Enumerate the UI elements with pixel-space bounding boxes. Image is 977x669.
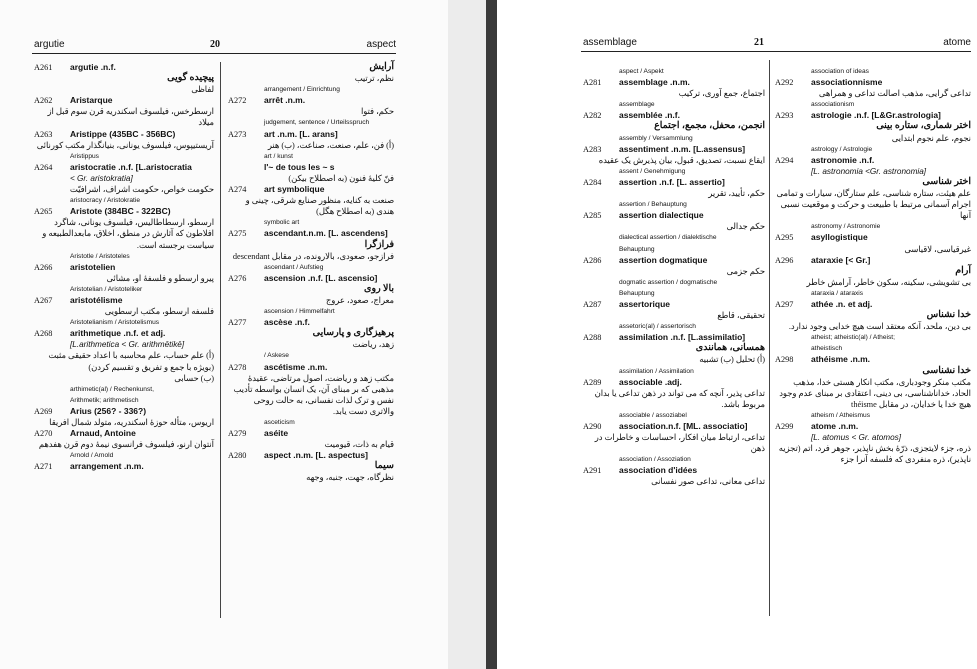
dictionary-entry [228, 273, 394, 284]
entry-code: A273 [228, 129, 247, 139]
english-german-gloss: Aristippus [70, 152, 99, 160]
right-page [497, 0, 977, 669]
dictionary-entry [583, 144, 765, 155]
dictionary-entry [583, 77, 765, 88]
headword: athée .n. et adj. [811, 298, 873, 309]
running-head-left: argutie [34, 39, 65, 50]
entry-code: A267 [34, 295, 53, 305]
headword: assertion dialectique [619, 210, 704, 221]
english-german-gloss: astrology / Astrologie [811, 145, 873, 153]
persian-equivalent: خدا نشناسی [922, 365, 971, 376]
dictionary-entry [775, 77, 971, 88]
entry-code: A266 [34, 262, 53, 272]
persian-equivalent: اختر شناسی [922, 176, 971, 187]
persian-definition: حکم جدالی [726, 222, 765, 232]
persian-definition: (ب) حسابی [174, 373, 214, 383]
persian-definition: (أ) علم حساب، علم محاسبه با اعداد حقیقی مثبت (بویژه با جمع و تفریق و تقسیم کردن) [48, 351, 214, 372]
dictionary-entry [775, 299, 971, 310]
persian-definition: غیرقیاسی، لاقیاسی [904, 244, 971, 254]
dictionary-entry [228, 95, 394, 106]
book-spine [486, 0, 497, 669]
left-page [0, 0, 448, 669]
entry-code: A293 [775, 111, 794, 121]
english-german-gloss: assemblage [619, 101, 655, 109]
page-number: 20 [210, 39, 220, 50]
entry-code: A296 [775, 255, 794, 265]
persian-definition: فنّ کلیهٔ فنون (به اصطلاح بیکن) [288, 173, 394, 183]
left-page-column-1 [34, 62, 214, 472]
english-german-gloss: / Askese [264, 352, 289, 360]
entry-code: A282 [583, 111, 602, 121]
persian-definition: نظم، ترتیب [354, 74, 394, 84]
persian-definition: پیرو ارسطو و فلسفهٔ او، مشائی [106, 273, 214, 283]
persian-definition: (أ) تحلیل (ب) تشبیه [699, 355, 765, 365]
headword: ascèse .n.f. [264, 317, 310, 328]
dictionary-entry [583, 332, 765, 343]
entry-code: A297 [775, 299, 794, 309]
persian-definition: حکم، فتوا [360, 107, 394, 117]
entry-code: A286 [583, 255, 602, 265]
entry-code: A288 [583, 333, 602, 343]
english-german-gloss: symbolic art [264, 219, 300, 227]
headword: assertorique [619, 298, 671, 309]
persian-definition: بی دین، ملحد، آنکه معتقد است هیچ خدایی وجود ندارد. [788, 322, 971, 332]
english-german-gloss: Behauptung [619, 245, 655, 253]
headword: Aristippe (435BC - 356BC) [70, 128, 176, 139]
dictionary-entry [34, 295, 214, 306]
persian-definition: علم هیئت، ستاره شناسی، علم ستارگان، سیارات و تمامی اجرام آسمانی مرتبط با طبیعت و حرکت و موقعیت نسبی آنها [776, 189, 971, 221]
entry-code: A285 [583, 211, 602, 221]
entry-code: A287 [583, 299, 602, 309]
dictionary-entry [228, 129, 394, 140]
entry-code: A264 [34, 162, 53, 172]
persian-definition: آریستیپوس، فیلسوف یونانی، بنیانگذار مکتب کورنائی [36, 140, 214, 150]
headword: ascétisme .n.m. [264, 361, 328, 372]
persian-definition: بی تشویشی، سکینه، سکون خاطر، آرامش خاطر [806, 277, 971, 287]
headword: associable .adj. [619, 376, 682, 387]
entry-code: A289 [583, 377, 602, 387]
english-german-gloss: Behauptung [619, 289, 655, 297]
persian-definition: تداعی، ارتباط میان افکار، احساسات و خاطرات در ذهن [594, 433, 765, 454]
headword: Arius (256? - 336?) [70, 405, 147, 416]
entry-code: A283 [583, 144, 602, 154]
persian-definition: نظرگاه، جهت، جنبه، وجهه [306, 473, 394, 483]
english-german-gloss: assent / Genehmigung [619, 167, 686, 175]
persian-definition: ارسطرخس، فیلسوف اسکندریه قرن سوم قبل از میلاد [47, 107, 214, 128]
english-german-gloss: Aristotelianism / Aristotelismus [70, 319, 160, 327]
english-german-gloss: assembly / Versammlung [619, 134, 693, 142]
etymology: [L. atomus < Gr. atomos] [811, 433, 902, 443]
headword: astronomie .n.f. [811, 154, 875, 165]
persian-definition: تداعی معانی، تداعی صور نفسانی [651, 477, 765, 487]
sub-headword: l'~ de tous les ~ s [264, 161, 335, 172]
dictionary-entry [34, 262, 214, 273]
dictionary-entry [34, 95, 214, 106]
dictionary-entry [583, 255, 765, 266]
headword: astrologie .n.f. [L&Gr.astrologia] [811, 110, 941, 121]
english-german-gloss: art / kunst [264, 152, 293, 160]
english-german-gloss: associationism [811, 101, 855, 109]
dictionary-entry [583, 465, 765, 476]
english-german-gloss: arthimetic(al) / Rechenkunst, [70, 385, 154, 393]
english-german-gloss: Arithmetik; arithmetisch [70, 396, 139, 404]
english-german-gloss: atheistisch [811, 345, 843, 353]
etymology: < Gr. aristokratia] [70, 173, 133, 183]
entry-code: A261 [34, 63, 53, 72]
persian-definition: تحقیقی، قاطع [717, 311, 765, 321]
english-german-gloss: ataraxia / ataraxis [811, 289, 864, 297]
headword: arithmetique .n.f. et adj. [70, 328, 166, 339]
persian-definition: مکتب منکر وجودباری، مکتب انکار هستی خدا، مذهب الحاد، خداناشناسی، بی دینی، اعتقادی بر مبنای عدم وجود هیچ خدا یا خدایان، در مقابل théisme [779, 377, 971, 409]
dictionary-entry [228, 228, 394, 239]
dictionary-entry [228, 362, 394, 373]
dictionary-entry [583, 210, 765, 221]
persian-equivalent: خدا نشناس [926, 310, 971, 321]
english-german-gloss: assimilation / Assimilation [619, 367, 694, 375]
english-german-gloss: assetoric(al) / assertorisch [619, 323, 696, 331]
persian-definition: فلسفه ارسطو، مکتب ارسطویی [104, 307, 214, 317]
english-german-gloss: ascendant / Aufstieg [264, 263, 324, 271]
persian-equivalent: بالا روی [364, 283, 394, 294]
english-german-gloss: Aristotelian / Aristoteliker [70, 285, 143, 293]
headword: assemblage .n.m. [619, 77, 690, 88]
persian-equivalent: آرام [955, 265, 971, 276]
english-german-gloss: Aristotle / Aristoteles [70, 252, 130, 260]
persian-definition: حکومت خواص، حکومت اشراف، اشرافیّت [69, 185, 214, 195]
persian-equivalent: آرایش [369, 62, 394, 72]
english-german-gloss: atheist; atheistic(al) / Atheist; [811, 334, 895, 342]
entry-code: A278 [228, 362, 247, 372]
entry-code: A271 [34, 462, 53, 472]
persian-definition: مکتب زهد و ریاضت، اصول مرتاضی، عقیدهٔ مذهبی که بر مبنای آن، یک انسان بواسطه تأدیب نفس و ترک لذات نفسانی، به حالت روحی والاتری دست یابد. [233, 373, 394, 416]
persian-definition: ایقاع نسبت، تصدیق، قبول، بیان پذیرش یک عقیده [598, 155, 765, 165]
page-number: 21 [754, 37, 764, 48]
dictionary-entry [583, 421, 765, 432]
persian-definition: قیام به ذات، قیومیت [324, 440, 394, 450]
headword: art .n.m. [L. arans] [264, 128, 338, 139]
dictionary-entry [228, 184, 394, 195]
english-german-gloss: asceticism [264, 419, 295, 426]
persian-definition: نجوم، علم نجوم ابتدایی [891, 133, 971, 143]
dictionary-entry [228, 317, 394, 328]
headword: aspect .n.m. [L. aspectus] [264, 450, 368, 461]
english-german-gloss: arrangement / Einrichtung [264, 86, 340, 94]
dictionary-entry [583, 377, 765, 388]
persian-equivalent: انجمن، محفل، مجمع، اجتماع [654, 121, 765, 132]
right-page-column-1 [583, 66, 765, 488]
english-german-gloss: aristocracy / Aristokratie [70, 197, 140, 205]
headword: aristotelien [70, 261, 116, 272]
column-divider [220, 62, 221, 618]
persian-definition: حکم، تأیید، تقریر [708, 189, 765, 199]
header-rule [32, 53, 396, 54]
dictionary-entry [34, 428, 214, 439]
headword: assimilation .n.f. [L.assimilatio] [619, 332, 746, 343]
entry-code: A279 [228, 429, 247, 439]
english-german-gloss: association of ideas [811, 68, 869, 75]
headword: arrangement .n.m. [70, 461, 144, 472]
headword: argutie .n.f. [70, 62, 116, 72]
persian-equivalent: پرهیزگاری و پارسایی [312, 328, 394, 339]
headword: ataraxie [< Gr.] [811, 254, 871, 265]
entry-code: A276 [228, 273, 247, 283]
entry-code: A299 [775, 422, 794, 431]
headword: association d'idées [619, 465, 698, 476]
headword: ascendant.n.m. [L. ascendens] [264, 228, 388, 239]
dictionary-entry [228, 450, 394, 461]
entry-code: A268 [34, 329, 53, 339]
headword: Aristote (384BC - 322BC) [70, 206, 171, 217]
english-german-gloss: ascension / Himmelfahrt [264, 308, 335, 316]
left-page-column-2 [228, 62, 394, 484]
headword: arrêt .n.m. [264, 95, 306, 106]
dictionary-entry [583, 177, 765, 188]
dictionary-entry [775, 255, 971, 266]
english-german-gloss: Arnold / Arnold [70, 452, 114, 460]
persian-definition: لفاظی [191, 85, 214, 95]
dictionary-entry [34, 328, 214, 339]
persian-definition: اجتماع، جمع آوری، ترکیب [678, 89, 765, 99]
running-head-left: assemblage [583, 37, 637, 48]
english-german-gloss: dialectical assertion / dialektische [619, 234, 717, 242]
headword: athéisme .n.m. [811, 354, 871, 365]
headword: art symbolique [264, 184, 325, 195]
persian-equivalent: پیچیده گویی [167, 73, 214, 84]
persian-equivalent: اختر شماری، ستاره بینی [876, 121, 971, 132]
english-german-gloss: aspect / Aspekt [619, 68, 664, 75]
persian-equivalent: فرازگرا [364, 239, 394, 250]
dictionary-entry [34, 406, 214, 417]
entry-code: A270 [34, 429, 53, 439]
entry-code: A265 [34, 207, 53, 217]
persian-equivalent: سیما [374, 461, 394, 472]
entry-code: A294 [775, 155, 794, 165]
dictionary-entry [583, 110, 765, 121]
english-german-gloss: judgement, sentence / Urteilsspruch [264, 119, 370, 127]
persian-definition: (أ) فن، علم، صنعت، صناعت، (ب) هنر [267, 140, 394, 150]
english-german-gloss: dogmatic assertion / dogmatische [619, 278, 718, 286]
etymology: [L.arithmetica < Gr. arithmētikē] [70, 340, 185, 350]
dictionary-entry [228, 428, 394, 439]
dictionary-entry [34, 129, 214, 140]
dictionary-entry [775, 110, 971, 121]
dictionary-entry [775, 155, 971, 166]
dictionary-entry [775, 354, 971, 365]
entry-code: A290 [583, 422, 602, 431]
entry-code: A275 [228, 229, 247, 239]
persian-equivalent: همسانی، همانندی [695, 343, 765, 354]
entry-code: A281 [583, 78, 602, 88]
persian-definition: اریوس، متأله حوزهٔ اسکندریه، متولد شمال افریقا [49, 418, 214, 427]
dictionary-entry [34, 62, 214, 73]
dictionary-entry [34, 162, 214, 173]
headword: ascension .n.f. [L. ascensio] [264, 272, 378, 283]
headword: aristocratie .n.f. [L.aristocratia [70, 161, 192, 172]
headword: assertion .n.f. [L. assertio] [619, 176, 725, 187]
dictionary-entry [583, 299, 765, 310]
entry-code: A269 [34, 406, 53, 416]
entry-code: A292 [775, 78, 794, 88]
headword: associationnisme [811, 77, 883, 88]
entry-code: A274 [228, 185, 247, 195]
persian-definition: ارسطو، ارسطاطالیس، فیلسوف یونانی، شاگرد افلاطون که آثارش در منطق، اخلاق، مابعدالطبیعه و سیاست برجسته است. [42, 218, 214, 250]
entry-code: A298 [775, 355, 794, 365]
persian-definition: تداعی گرایی، مذهب اصالت تداعی و همراهی [818, 89, 971, 99]
english-german-gloss: associable / assoziabel [619, 411, 687, 419]
english-german-gloss: association / Assoziation [619, 456, 691, 464]
english-german-gloss: atheism / Atheismus [811, 411, 871, 419]
running-head-right: atome [943, 37, 971, 48]
headword: aristotélisme [70, 294, 123, 305]
persian-definition: صنعت به کنایه، منظور صنایع شرقی، چینی و هندی (به اصطلاح هگل) [245, 196, 394, 217]
entry-code: A272 [228, 96, 247, 106]
entry-code: A277 [228, 318, 247, 328]
right-page-column-2 [775, 66, 971, 465]
dictionary-entry [775, 232, 971, 243]
entry-code: A291 [583, 466, 602, 476]
persian-definition: ذره، جزء لایتجزی، ذرّهٔ بخش ناپذیر، جوهر فرد، اتم (تجزیه ناپذیر)، ذره منفردی که فلسفه آنرا جزء [778, 444, 971, 465]
dictionary-entry [34, 461, 214, 472]
headword: asyllogistique [811, 232, 868, 243]
headword: atome .n.m. [811, 421, 859, 431]
dictionary-entry [34, 206, 214, 217]
headword: assemblée .n.f. [619, 110, 680, 121]
persian-definition: آنتوان ارنو، فیلسوف فرانسوی نیمهٔ دوم قرن هفدهم [38, 440, 214, 450]
headword: Arnaud, Antoine [70, 428, 136, 439]
headword: aséite [264, 428, 289, 439]
headword: assentiment .n.m. [L.assensus] [619, 143, 746, 154]
english-german-gloss: assertion / Behauptung [619, 201, 687, 209]
persian-definition: حکم جزمی [726, 266, 765, 276]
entry-code: A280 [228, 451, 247, 461]
dictionary-entry [775, 421, 971, 432]
persian-definition: معراج، صعود، عروج [325, 295, 394, 305]
headword: association.n.f. [ML. associatio] [619, 421, 748, 431]
column-divider [769, 60, 770, 616]
running-head-right: aspect [366, 39, 396, 50]
entry-code: A262 [34, 96, 53, 106]
headword: Aristarque [70, 95, 113, 106]
entry-code: A284 [583, 177, 602, 187]
headword: assertion dogmatique [619, 254, 708, 265]
header-rule [581, 51, 971, 52]
etymology: [L. astronomia <Gr. astronomia] [811, 166, 927, 176]
entry-code: A263 [34, 129, 53, 139]
english-german-gloss: astronomy / Astronomie [811, 223, 881, 231]
persian-definition: تداعی پذیر، آنچه که می تواند در ذهن تداعی یا بدان مربوط باشد. [594, 388, 765, 409]
persian-definition: زهد، ریاضت [352, 340, 394, 350]
entry-code: A295 [775, 233, 794, 243]
persian-definition: فرازجو، صعودی، بالارونده، در مقابل descendant [232, 251, 394, 261]
